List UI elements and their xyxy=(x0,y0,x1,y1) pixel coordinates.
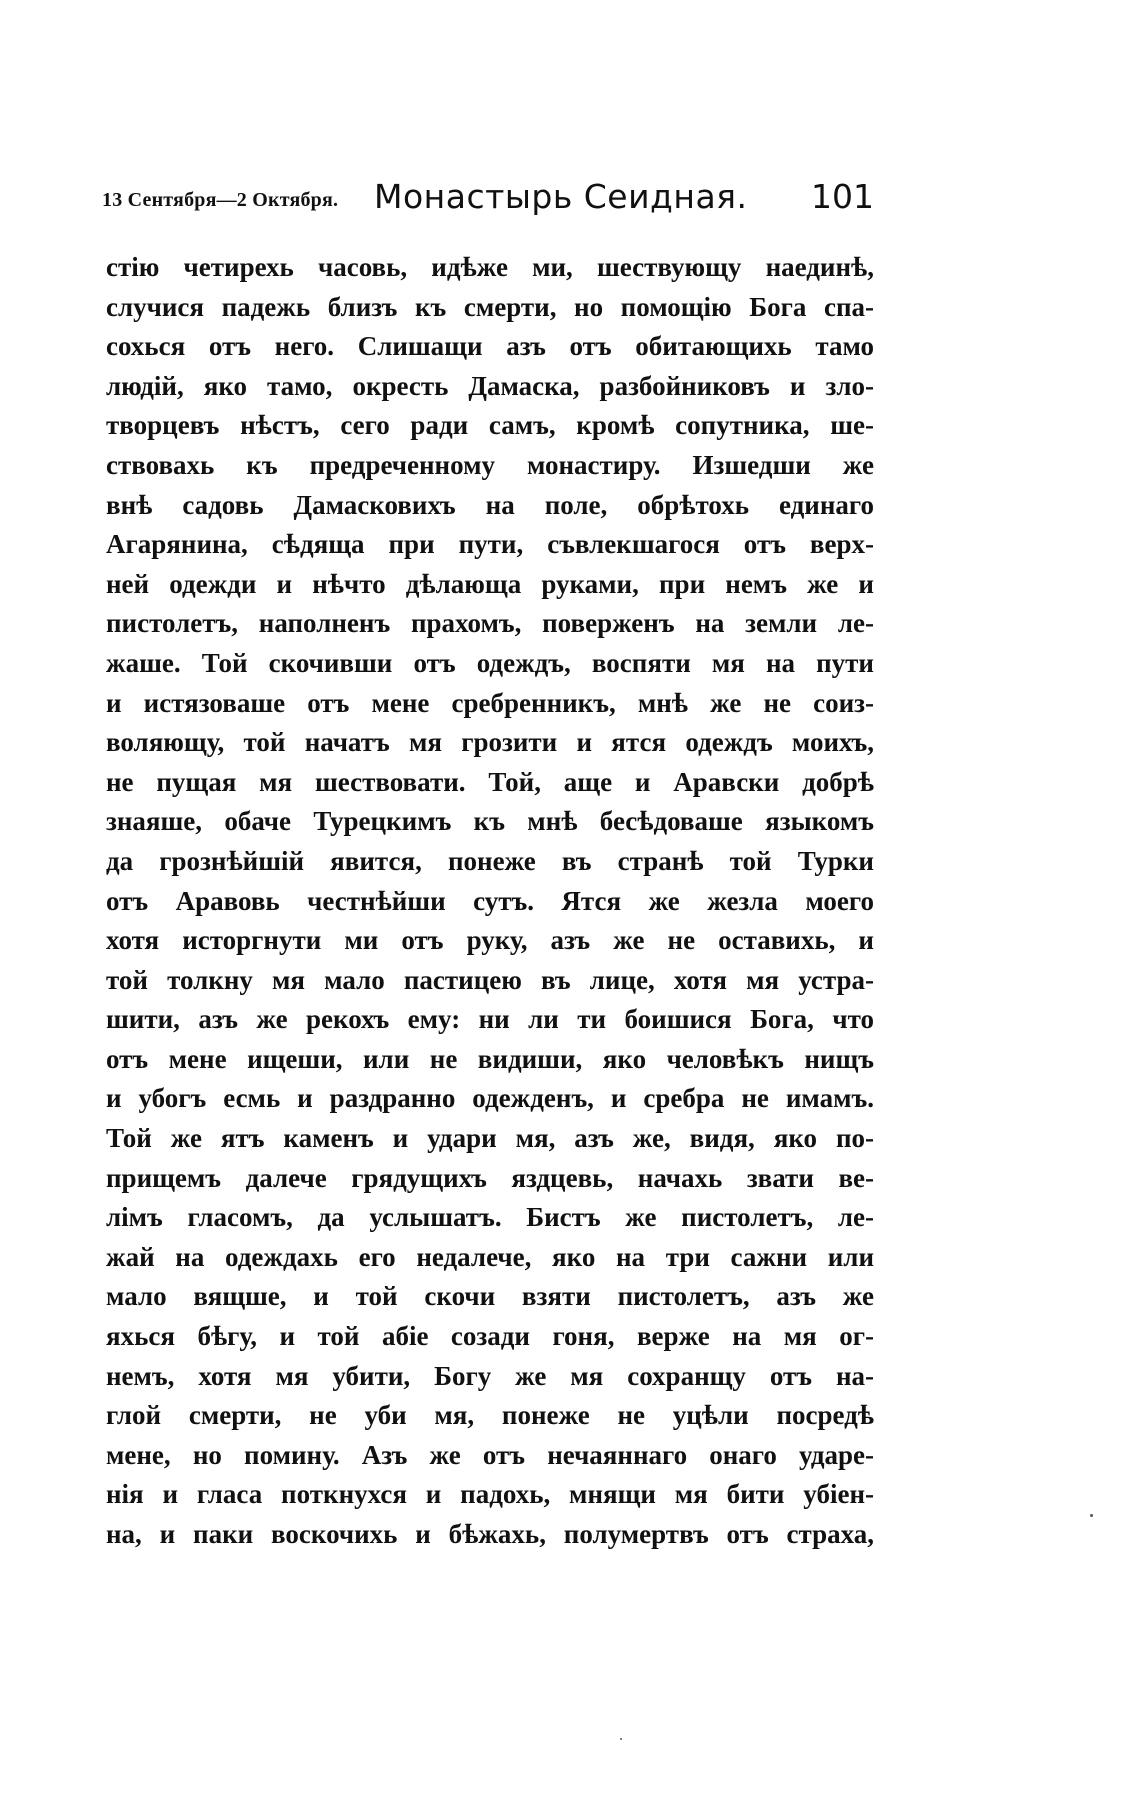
running-head-title: Монастырь Сеидная. xyxy=(374,177,748,216)
text-line: нія и гласа поткнухся и падохь, мнящи мя бити убіен- xyxy=(106,1479,874,1510)
text-line: жаше. Той скочивши отъ одеждъ, воспяти мя на пути xyxy=(106,647,874,678)
text-line: да грознѣйшій явится, понеже въ странѣ той Турки xyxy=(106,845,874,876)
text-line: творцевъ нѣстъ, сего ради самъ, кромѣ сопутника, ше- xyxy=(106,410,874,441)
text-line: внѣ садовь Дамасковихъ на поле, обрѣтохь единаго xyxy=(106,489,874,520)
text-line: и истязоваше отъ мене сребренникъ, мнѣ же не соиз- xyxy=(106,687,874,718)
text-line: не пущая мя шествовати. Той, аще и Аравски добрѣ xyxy=(106,766,874,797)
text-line: ствовахь къ предреченному монастиру. Изшедши же xyxy=(106,449,874,480)
text-line: воляющу, той начатъ мя грозити и ятся одеждъ моихъ, xyxy=(106,727,874,758)
text-line: немъ, хотя мя убити, Богу же мя сохранщу отъ на- xyxy=(106,1360,874,1391)
text-line: лімъ гласомъ, да услышатъ. Бистъ же пистолетъ, ле- xyxy=(106,1202,874,1233)
text-line: мене, но помину. Азъ же отъ нечаяннаго онаго ударе- xyxy=(106,1439,874,1470)
text-line: людій, яко тамо, окресть Дамаска, разбойниковъ и зло- xyxy=(106,370,874,401)
text-line: случися падежь близъ къ смерти, но помощію Бога спа- xyxy=(106,291,874,322)
running-head xyxy=(102,174,874,218)
text-line: и убогъ есмь и раздранно одежденъ, и сребра не имамъ. xyxy=(106,1083,874,1114)
text-line: отъ мене ищеши, или не видиши, яко человѣкъ нищъ xyxy=(106,1043,874,1074)
body-text xyxy=(106,248,874,1555)
text-line: пистолетъ, наполненъ прахомъ, поверженъ на земли ле- xyxy=(106,608,874,639)
text-line: мало вящше, и той скочи взяти пистолетъ, азъ же xyxy=(106,1281,874,1312)
text-line: знаяше, обаче Турецкимъ къ мнѣ бесѣдоваше языкомъ xyxy=(106,806,874,837)
print-speck xyxy=(1090,1514,1093,1517)
text-line: Той же ятъ каменъ и удари мя, азъ же, видя, яко по- xyxy=(106,1123,874,1154)
text-line: хотя исторгнути ми отъ руку, азъ же не оставихь, и xyxy=(106,925,874,956)
text-line: шити, азъ же рекохъ ему: ни ли ти боишися Бога, что xyxy=(106,1004,874,1035)
print-speck xyxy=(620,1738,622,1740)
text-line: яхься бѣгу, и той абіе созади гоня, верже на мя ог- xyxy=(106,1321,874,1352)
text-line: жай на одеждахь его недалече, яко на три сажни или xyxy=(106,1241,874,1272)
text-line: Агарянина, сѣдяща при пути, съвлекшагося отъ верх- xyxy=(106,529,874,560)
text-line: сохься отъ него. Слишащи азъ отъ обитающихь тамо xyxy=(106,331,874,362)
running-head-dates: 13 Сентября—2 Октября. xyxy=(102,189,339,211)
page-number: 101 xyxy=(811,177,874,216)
text-line: ней одежди и нѣчто дѣлающа руками, при немъ же и xyxy=(106,568,874,599)
text-line: той толкну мя мало пастицею въ лице, хотя мя устра- xyxy=(106,964,874,995)
text-line: стію четирехь часовь, идѣже ми, шествующу наединѣ, xyxy=(106,252,874,282)
text-line: на, и паки воскочихь и бѣжахь, полумертвъ отъ страха, xyxy=(106,1519,874,1549)
text-line: отъ Аравовь честнѣйши сутъ. Ятся же жезла моего xyxy=(106,885,874,916)
text-line: глой смерти, не уби мя, понеже не уцѣли посредѣ xyxy=(106,1400,874,1431)
text-line: прищемъ далече грядущихъ яздцевь, начахь звати ве- xyxy=(106,1162,874,1193)
